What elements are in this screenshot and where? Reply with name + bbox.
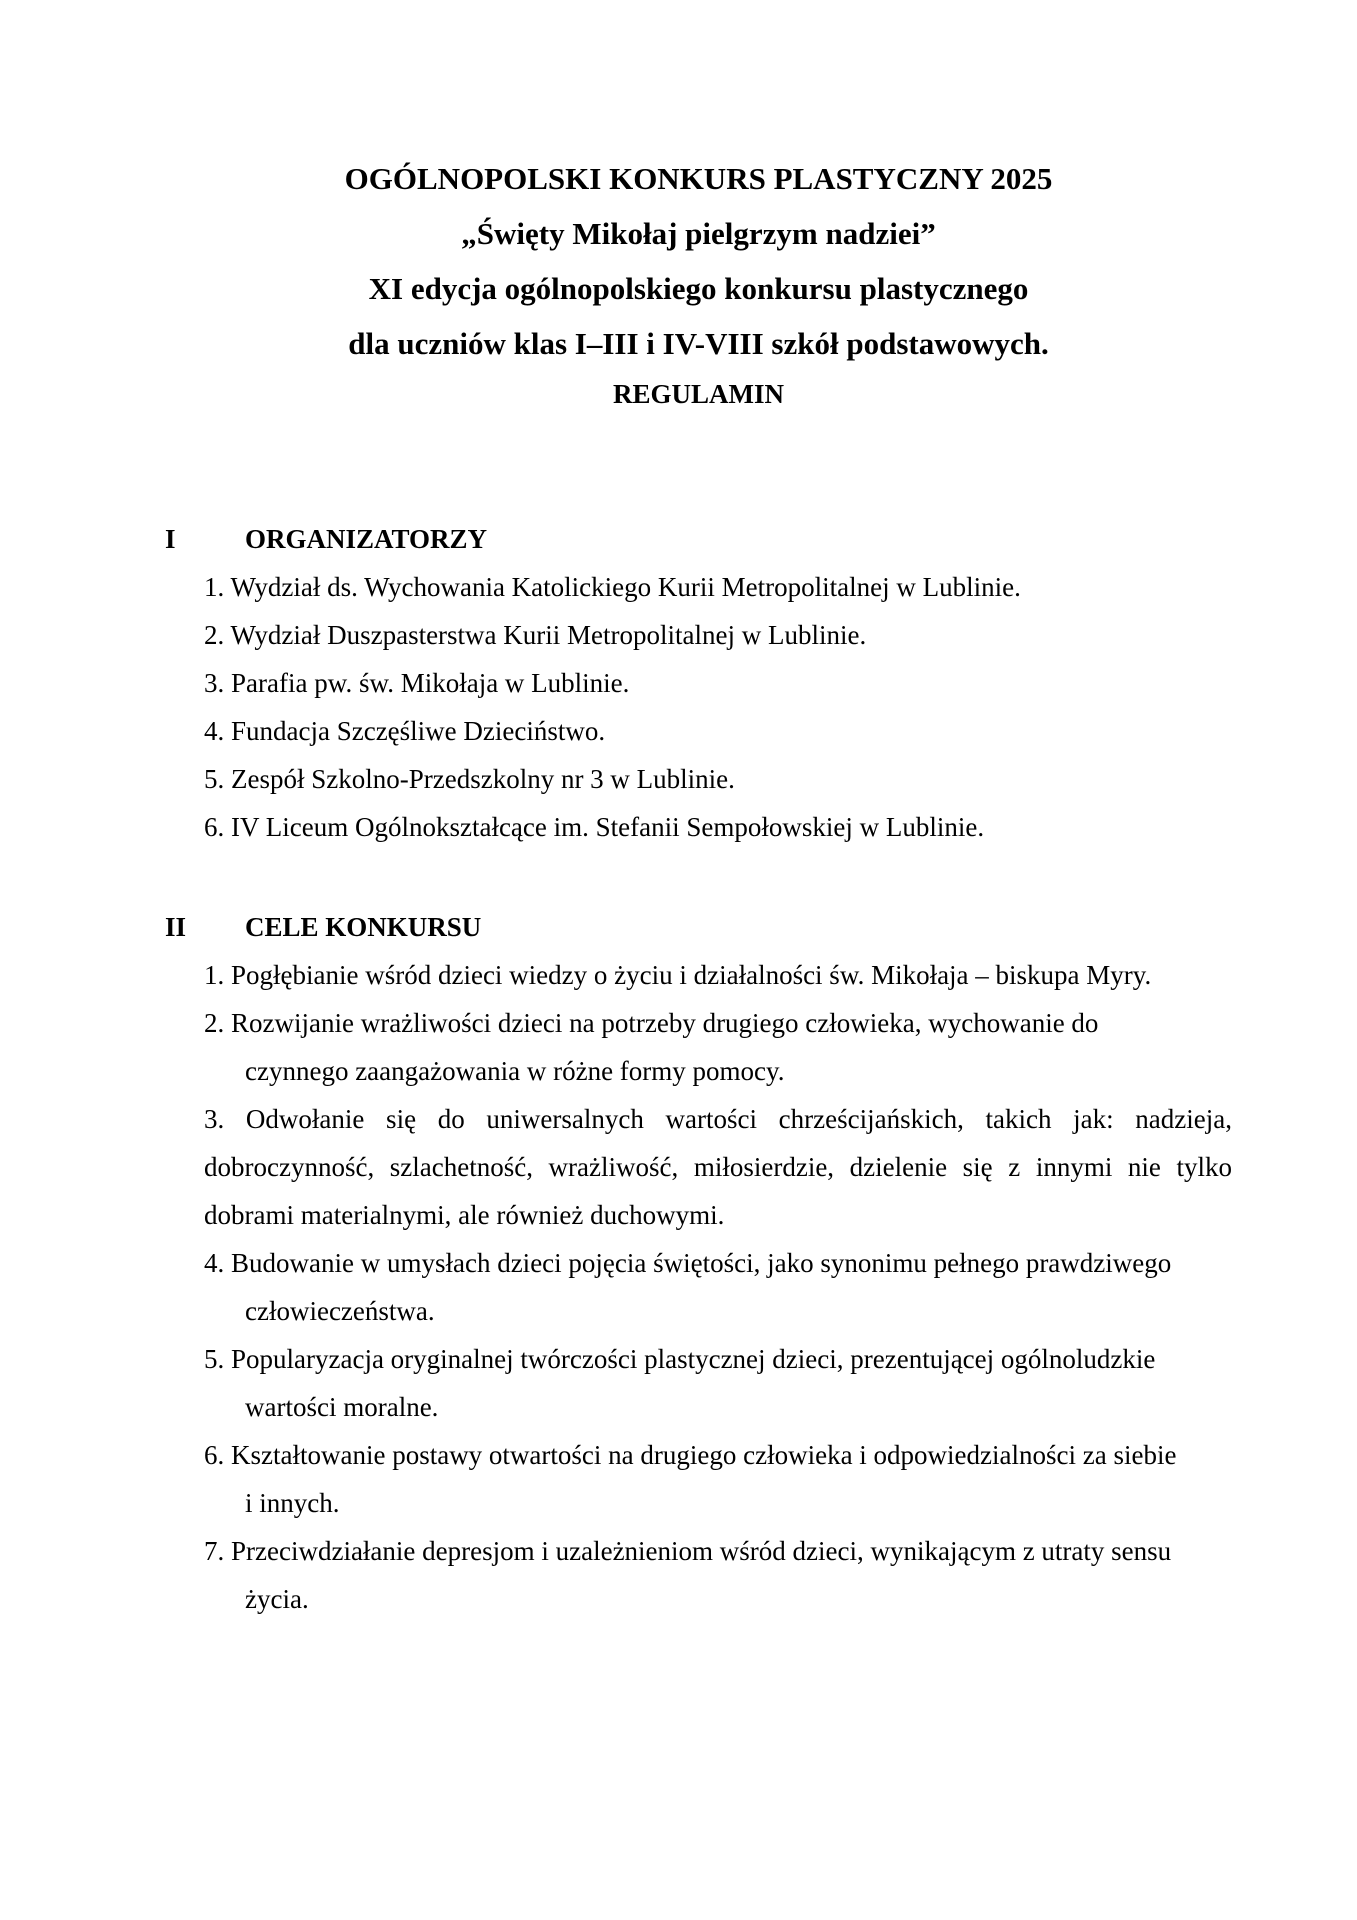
section-organizatorzy — [165, 515, 1232, 851]
section-numeral: I — [165, 524, 176, 554]
document-line: wartości moralne. — [245, 1392, 439, 1422]
document-line: i innych. — [245, 1488, 340, 1518]
document-line: 6. IV Liceum Ogólnokształcące im. Stefanii Sempołowskiej w Lublinie. — [204, 812, 985, 842]
document-line: 2. Wydział Duszpasterstwa Kurii Metropolitalnej w Lublinie. — [204, 620, 867, 650]
section-body — [165, 563, 1232, 851]
document-title-block — [165, 0, 1232, 417]
document-line: 6. Kształtowanie postawy otwartości na drugiego człowieka i odpowiedzialności za siebie — [204, 1440, 1177, 1470]
title-line-4: dla uczniów klas I–III i IV-VIII szkół podstawowych. — [348, 326, 1049, 361]
title-line-3: XI edycja ogólnopolskiego konkursu plastycznego — [368, 271, 1029, 306]
section-heading — [165, 903, 1232, 951]
section-body — [165, 951, 1232, 1623]
section-heading — [165, 515, 1232, 563]
title-line-1: OGÓLNOPOLSKI KONKURS PLASTYCZNY 2025 — [344, 161, 1053, 196]
title-line-2: „Święty Mikołaj pielgrzym nadziei” — [461, 216, 936, 251]
document-line: 4. Fundacja Szczęśliwe Dzieciństwo. — [204, 716, 606, 746]
document-line: 1. Pogłębianie wśród dzieci wiedzy o życiu i działalności św. Mikołaja – biskupa Myry. — [204, 960, 1152, 990]
section-numeral: II — [165, 912, 187, 942]
document-line: 3. Odwołanie się do uniwersalnych wartości chrześcijańskich, takich jak: nadzieja, — [204, 1104, 1232, 1134]
section-cele-konkursu — [165, 903, 1232, 1623]
document-line: 2. Rozwijanie wrażliwości dzieci na potrzeby drugiego człowieka, wychowanie do — [204, 1008, 1099, 1038]
section-heading-label: ORGANIZATORZY — [245, 524, 488, 554]
document-line: życia. — [245, 1584, 309, 1614]
document-line: 5. Zespół Szkolno-Przedszkolny nr 3 w Lublinie. — [204, 764, 735, 794]
section-heading-label: CELE KONKURSU — [245, 912, 482, 942]
document-subtitle: REGULAMIN — [612, 379, 784, 409]
document-line: czynnego zaangażowania w różne formy pomocy. — [245, 1056, 785, 1086]
document-line: 5. Popularyzacja oryginalnej twórczości plastycznej dzieci, prezentującej ogólnoludzkie — [204, 1344, 1156, 1374]
document-line: dobrami materialnymi, ale również duchowymi. — [204, 1200, 725, 1230]
document-line: 1. Wydział ds. Wychowania Katolickiego Kurii Metropolitalnej w Lublinie. — [204, 572, 1021, 602]
document-line: dobroczynność, szlachetność, wrażliwość, miłosierdzie, dzielenie się z innymi nie tylko — [204, 1152, 1232, 1182]
document-line: 4. Budowanie w umysłach dzieci pojęcia świętości, jako synonimu pełnego prawdziwego — [204, 1248, 1172, 1278]
document-line: człowieczeństwa. — [245, 1296, 435, 1326]
document-line: 3. Parafia pw. św. Mikołaja w Lublinie. — [204, 668, 630, 698]
document-line: 7. Przeciwdziałanie depresjom i uzależnieniom wśród dzieci, wynikającym z utraty sensu — [204, 1536, 1172, 1566]
document-content — [165, 0, 1232, 1623]
